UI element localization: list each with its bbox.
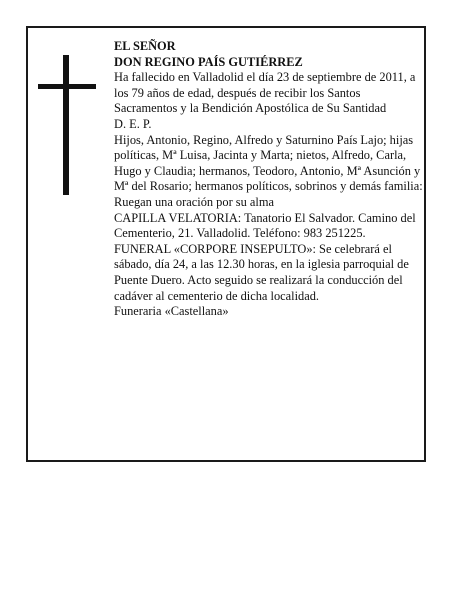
title-line-1: EL SEÑOR (114, 39, 176, 53)
cross-vertical-bar (63, 55, 69, 195)
latin-cross-icon (38, 55, 96, 195)
funeral-info: FUNERAL «CORPORE INSEPULTO»: Se celebrará el sábado, día 24, a las 12.30 horas, en la iglesia parroquial de Puente Duero. Acto seguido se realizará la conducción del cadáver al cementerio de dicha localidad. (114, 241, 409, 303)
family-paragraph: Hijos, Antonio, Regino, Alfredo y Saturnino País Lajo; hijas políticas, Mª Luisa, Jacinta y Marta; nietos, Alfredo, Carla, Hugo y Claudia; hermanos, Teodoro, Antonio, Mª Asunción y Mª del Rosario; hermanos políticos, sobrinos y demás familia: (114, 132, 423, 194)
death-info-paragraph: Ha fallecido en Valladolid el día 23 de septiembre de 2011, a los 79 años de edad, después de recibir los Santos Sacramentos y la Bendición Apostólica de Su Santidad (114, 70, 416, 116)
prayer-request: Ruegan una oración por su alma (114, 194, 274, 209)
obituary-text (114, 39, 426, 320)
cross-horizontal-bar (38, 84, 96, 89)
deceased-name: DON REGINO PAÍS GUTIÉRREZ (114, 54, 303, 69)
chapel-info: CAPILLA VELATORIA: Tanatorio El Salvador. Camino del Cementerio, 21. Valladolid. Teléfono: 983 251225. (114, 210, 416, 241)
funeral-home: Funeraria «Castellana» (114, 304, 229, 319)
dep-line: D. E. P. (114, 116, 152, 131)
